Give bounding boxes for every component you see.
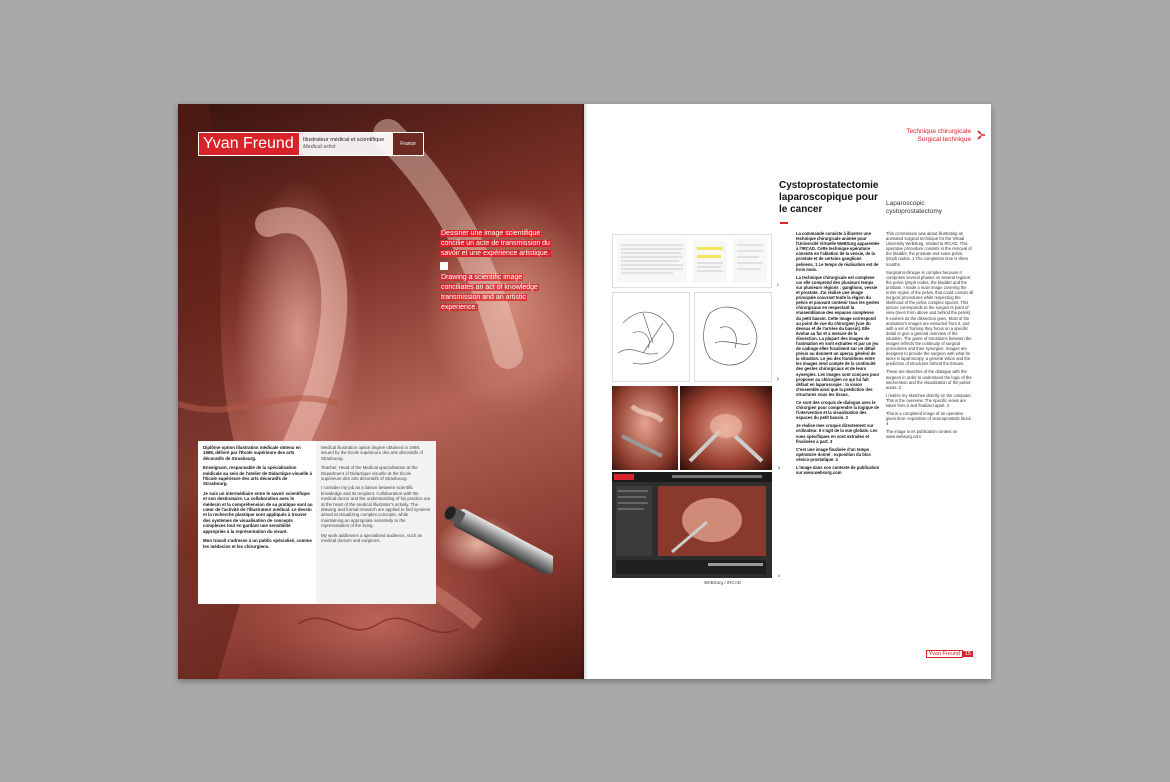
figure-number: 4: [777, 573, 780, 578]
body-en-paragraph: These are sketches of the dialogue with the surgeon in order to understand the logic of the intervention and the visualization of the pelvis' areas. 2: [886, 369, 972, 390]
section-label-en: Surgical technique: [917, 136, 971, 143]
right-page-article: [584, 104, 991, 679]
figure-render-2: [680, 386, 780, 470]
figure-number: 1: [776, 282, 779, 287]
figure-number: 3: [777, 465, 780, 470]
image-credit: WeBSurg / IRCAD: [704, 580, 741, 585]
body-fr-paragraph: Ce sont des croquis de dialogue avec le chirurgien pour comprendre la logique de l'intervention et la visualisation des espaces du petit bassin. 2: [796, 400, 880, 421]
page-number: 15: [964, 651, 971, 657]
sketch-image: [695, 293, 771, 381]
sketch-image: [613, 293, 689, 381]
bio-english: [316, 441, 436, 604]
body-en-paragraph: This commission was about illustrating an animated surgical technique for the Virtual University WeBSurg, related to IRCAD. This operative procedure consists in the removal of the bladder, the prostate and some pelvic lymph nodes. 1 The completion time is three months.: [886, 231, 972, 267]
title-rule: [780, 222, 788, 224]
figure-number: 2: [776, 376, 779, 381]
bio-fr-paragraph: Enseignant, responsable de la spécialisation médicale au sein de l'atelier de Didactique visuelle à l'École supérieure des arts décoratifs de Strasbourg.: [203, 465, 312, 487]
bio-en-paragraph: My work addresses a specialized audience, such as medical doctors and surgeons.: [321, 532, 423, 544]
document-pages-image: [613, 235, 771, 287]
body-en-paragraph: The image in its publication context on www.websurg.com: [886, 429, 958, 440]
article-title-en: Laparoscopic cystoprostatectomy: [886, 200, 942, 215]
bio-fr-paragraph: Diplôme option illustration médicale obtenu en 1998, délivré par l'École supérieure des arts décoratifs de Strasbourg.: [203, 445, 301, 461]
body-fr-paragraph: La commande consiste à illustrer une technique chirurgicale animée pour l'Université Virtuelle WeBSurg apparentée à l'IRCAD. Cette technique opératoire consiste en l'ablation de la vessie, de la prostate et de certains ganglions pelviens. 1 Le temps de réalisation est de trois mois.: [796, 231, 880, 272]
websurg-screenshot: [612, 472, 772, 578]
body-en-paragraph: Surgical technique is complex because it comprises several phases on several regions: the pelvic lymph nodes, the bladder and the prostate. I made a main image covering the entire region of the pelvis, that could contain all surgical procedures while respecting the likelihood of the pelvic complex spaces. This picture corresponds to the surgeon's point of view (seen from above and behind the pelvis). It evolves as the dissection goes. Most of the animation's images are extracted from it, and with a set of framing they focus on a specific detail or give a general overview of the situation. The game of transitions between the images reflects the continuity of surgical procedures and their synergies. Images are designed to provide the surgeon with what he lacks in laparoscopy, a general vision and the prediction of structures behind the tissues.: [886, 269, 974, 367]
body-fr-paragraph: Je réalise mes croquis directement sur ordinateur. Il s'agit de la vue globale. Les vues spécifiques en sont extraites et finalisées à part. 3: [796, 423, 878, 444]
bio-fr-paragraph: Je suis un intermédiaire entre le savoir scientifique et son destinataire. La collaboration avec le médecin et la compréhension de sa pratique sont au cœur de l'activité de l'illustrateur médical. Le dessin et la recherche plastique sont appliqués à trouver des systèmes de visualisation de concepts complexes tout en gardant une sensibilité appropriée à la représentation du vivant.: [203, 490, 313, 534]
figure-document-pages: [612, 234, 779, 288]
body-en-paragraph: I realize my sketches directly on the computer. This is the overview. The specific views are taken from it and finalized apart. 3: [886, 392, 972, 408]
author-name-tag: [198, 132, 424, 156]
article-body-en: [886, 231, 974, 443]
section-label-fr: Technique chirurgicale: [906, 128, 971, 135]
left-page-illustration: [178, 104, 584, 679]
figure-render-1: [612, 386, 678, 470]
body-fr-paragraph: La technique chirurgicale est complexe car elle comprend des plusieurs temps sur plusieurs régions : ganglions, vessie et prostate. J'ai réalisé une image principale couvrant toute la région du pelvis et pouvant contenir tous les gestes chirurgicaux en respectant la vraisemblance des espaces complexes du petit bassin. Cette image correspond au point de vue du chirurgien (vue du dessus et de l'arrière du bassin). Elle évolue au fur et à mesure de la dissection. La plupart des images de l'animation en sont extraites et par un jeu de cadrage elles focalisent sur un détail précis ou donnent un aperçu général de la situation. Le jeu des transitions entre les images rend compte de la continuité des gestes chirurgicaux et de leurs synergies. Les images sont conçues pour proposer au chirurgien ce qui lui fait défaut en laparoscopie : la vision d'ensemble ainsi que la prédiction des structures sous les tissus.: [796, 274, 880, 397]
laparoscopic-instrument-icon: [433, 504, 553, 574]
figure-website-screenshot: [612, 472, 780, 578]
article-title-fr: Cystoprostatectomie laparoscopique pour le cancer: [779, 180, 879, 215]
page-footer: [926, 651, 973, 657]
author-role: [303, 137, 384, 151]
render-image: [612, 386, 678, 470]
magazine-spread: [178, 104, 991, 679]
pull-quote: [440, 229, 552, 313]
figure-sketch-2: [694, 292, 779, 382]
page-gutter: [582, 104, 588, 679]
body-fr-paragraph: C'est une image finalisée d'un temps opératoire donné : exposition du bloc vésico-prostatique. 4: [796, 446, 871, 462]
author-role-fr: Illustrateur médical et scientifique: [303, 137, 385, 143]
render-image: [680, 386, 772, 470]
body-fr-paragraph: L'image dans son contexte de publication sur www.websurg.com: [796, 465, 880, 476]
bio-fr-paragraph: Mon travail s'adresse à un public spécialisé, comme les médecins et les chirurgiens.: [203, 538, 312, 549]
bio-french: [198, 441, 318, 604]
bio-en-paragraph: Teacher, Head of the Medical specialisation at the Department of Didactique visuelle at the École supérieure des arts décoratifs of Strasbourg.: [321, 465, 418, 482]
section-marker-icon: [977, 130, 985, 140]
author-country: France: [393, 133, 423, 155]
article-body-fr: [796, 231, 880, 478]
author-name: Yvan Freund: [199, 133, 299, 155]
body-en-paragraph: This is a completed image of an operative given time: exposition of vesicoprostatic block. 4: [886, 411, 972, 427]
translation-icon: [440, 262, 448, 270]
quote-en: Drawing a scientific image conciliates an act of knowledge transmission and an artistic experience.: [441, 274, 538, 311]
footer-author-name: Yvan Freund: [926, 650, 963, 658]
bio-en-paragraph: Medical illustration option degree obtained in 1998, issued by the École supérieure des arts décoratifs of Strasbourg.: [321, 445, 424, 461]
quote-fr: Dessiner une image scientifique concilie un acte de transmission du savoir et une expérience artistique.: [441, 230, 550, 257]
figure-sketch-1: [612, 292, 690, 382]
bio-en-paragraph: I consider my job as a liaison between scientific knowledge and its recipient. Collaboration with the medical doctor and the understanding of his practice are at the heart of the medical illustrator's activity. The drawing and formal research are applied to find systems aimed at visualizing complex concepts, while maintaining an appropriate sensitivity to the representation of the living.: [321, 485, 431, 529]
author-role-en: Medical artist: [303, 144, 336, 150]
section-label: [906, 128, 971, 144]
